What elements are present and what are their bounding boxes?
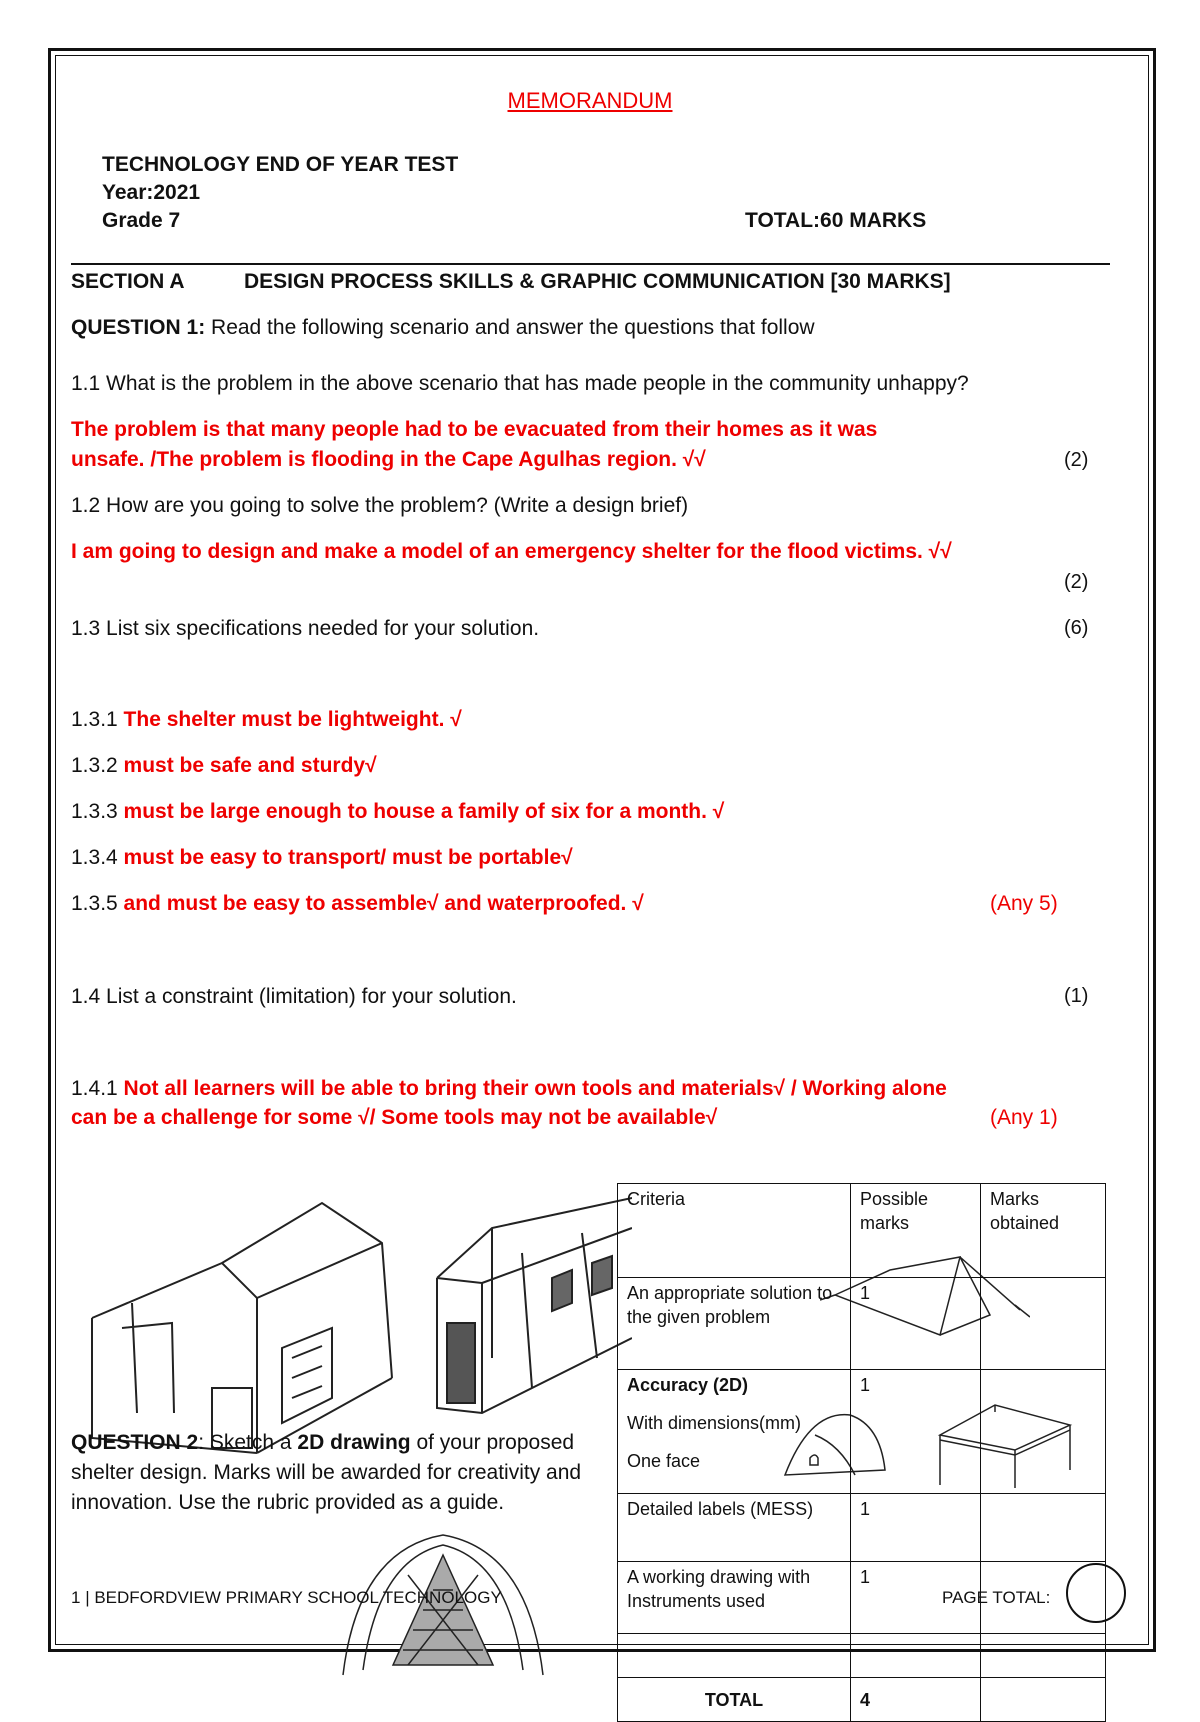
- possible-cell: 1: [851, 1494, 981, 1562]
- answer-1-2: I am going to design and make a model of an emergency shelter for the flood victims. √√: [71, 540, 952, 563]
- school-name: BEDFORDVIEW PRIMARY SCHOOL TECHNOLOGY: [94, 1588, 502, 1607]
- spec-num: 1.3.5: [71, 892, 124, 915]
- footer-separator: |: [80, 1588, 95, 1607]
- criteria-cell: [618, 1370, 851, 1494]
- possible-cell: 1: [851, 1370, 981, 1494]
- page-total-label: PAGE TOTAL:: [942, 1588, 1051, 1607]
- obtained-cell[interactable]: [981, 1278, 1106, 1370]
- question-2-post: of your proposed shelter design. Marks will be awarded for creativity and innovation. Use the rubric provided as a guide.: [71, 1431, 582, 1514]
- criteria-cell: A working drawing with Instruments used: [618, 1562, 851, 1634]
- spec-1-3-3: [71, 800, 724, 824]
- obtained-cell[interactable]: [981, 1370, 1106, 1494]
- question-1-2: 1.2 How are you going to solve the problem? (Write a design brief): [71, 494, 689, 517]
- table-row: [618, 1370, 1106, 1494]
- question-1-3: 1.3 List six specifications needed for your solution.: [71, 617, 540, 640]
- spec-1-3-1: [71, 708, 462, 732]
- table-row: [618, 1634, 1106, 1678]
- header-obtained: Marks obtained: [981, 1184, 1106, 1278]
- question-2-bold: 2D drawing: [297, 1431, 411, 1454]
- answer-1-4-1-line2: can be a challenge for some √/ Some tools may not be available√: [71, 1106, 718, 1129]
- section-label: SECTION A: [71, 270, 185, 293]
- spec-text: must be easy to transport/ must be portable√: [123, 846, 573, 869]
- total-value: 4: [851, 1678, 981, 1722]
- spec-num: 1.3.4: [71, 846, 124, 869]
- spec-text: must be large enough to house a family of six for a month. √: [123, 800, 725, 823]
- spec-num: 1.3.1: [71, 708, 124, 731]
- marks-1-1: (2): [1064, 449, 1089, 471]
- spec-num: 1.3.3: [71, 800, 124, 823]
- page-number: 1: [71, 1588, 81, 1607]
- answer-num: 1.4.1: [71, 1077, 124, 1100]
- criteria-cell: An appropriate solution to the given problem: [618, 1278, 851, 1370]
- spec-1-3-4: [71, 846, 573, 870]
- shelter-sketch-icon: [82, 1188, 412, 1458]
- question-1-heading: [71, 316, 815, 340]
- question-1-4: 1.4 List a constraint (limitation) for your solution.: [71, 985, 517, 1008]
- question-1-text: Read the following scenario and answer the questions that follow: [205, 316, 815, 339]
- possible-cell: 1: [851, 1562, 981, 1634]
- empty-cell: [618, 1634, 851, 1678]
- header-possible: Possible marks: [851, 1184, 981, 1278]
- any-5-note: (Any 5): [990, 892, 1058, 915]
- marks-1-4: (1): [1064, 985, 1089, 1007]
- spec-text: must be safe and sturdy√: [123, 754, 377, 777]
- answer-text: Not all learners will be able to bring their own tools and materials√ / Working alone: [123, 1077, 947, 1100]
- header-criteria: Criteria: [618, 1184, 851, 1278]
- criteria-cell: Detailed labels (MESS): [618, 1494, 851, 1562]
- any-1-note: (Any 1): [990, 1106, 1058, 1129]
- rubric-table: [617, 1183, 1106, 1722]
- marks-1-2: (2): [1064, 571, 1089, 593]
- answer-1-4-1-line1: [71, 1077, 947, 1101]
- spec-1-3-2: [71, 754, 377, 778]
- criteria-dimensions: With dimensions(mm): [627, 1413, 802, 1433]
- page-footer: [71, 1588, 502, 1608]
- spec-text: The shelter must be lightweight. √: [123, 708, 462, 731]
- table-row: [618, 1278, 1106, 1370]
- total-obtained-cell[interactable]: [981, 1678, 1106, 1722]
- spec-text: and must be easy to assemble√ and waterproofed. √: [123, 892, 644, 915]
- spec-num: 1.3.2: [71, 754, 124, 777]
- answer-1-1-line2: unsafe. /The problem is flooding in the Cape Agulhas region. √√: [71, 448, 706, 471]
- total-label: TOTAL: [618, 1678, 851, 1722]
- obtained-cell[interactable]: [981, 1494, 1106, 1562]
- section-title: DESIGN PROCESS SKILLS & GRAPHIC COMMUNICATION [30 MARKS]: [244, 270, 951, 293]
- header-divider: [71, 263, 1110, 265]
- container-shelter-sketch-icon: [432, 1188, 632, 1418]
- question-1-1: 1.1 What is the problem in the above scenario that has made people in the community unhappy?: [71, 372, 969, 395]
- spec-1-3-5: [71, 892, 644, 916]
- total-marks: TOTAL:60 MARKS: [745, 209, 927, 232]
- marks-1-3: (6): [1064, 617, 1089, 639]
- table-row: [618, 1494, 1106, 1562]
- empty-cell: [981, 1634, 1106, 1678]
- criteria-one-face: One face: [627, 1451, 701, 1471]
- question-2: [71, 1428, 591, 1518]
- memorandum-title: MEMORANDUM: [507, 88, 673, 113]
- table-row: [618, 1184, 1106, 1278]
- grade-label: Grade 7: [102, 209, 181, 232]
- page-total-circle[interactable]: [1066, 1563, 1126, 1623]
- question-2-pre: : Sketch a: [198, 1431, 298, 1454]
- question-2-label: QUESTION 2: [71, 1431, 199, 1454]
- table-row: [618, 1678, 1106, 1722]
- question-1-label: QUESTION 1:: [71, 316, 206, 339]
- empty-cell: [851, 1634, 981, 1678]
- test-title: TECHNOLOGY END OF YEAR TEST: [102, 153, 459, 176]
- possible-cell: 1: [851, 1278, 981, 1370]
- year-label: Year:2021: [102, 181, 201, 204]
- answer-1-1-line1: The problem is that many people had to be evacuated from their homes as it was: [71, 418, 878, 441]
- criteria-accuracy: Accuracy (2D): [627, 1375, 749, 1395]
